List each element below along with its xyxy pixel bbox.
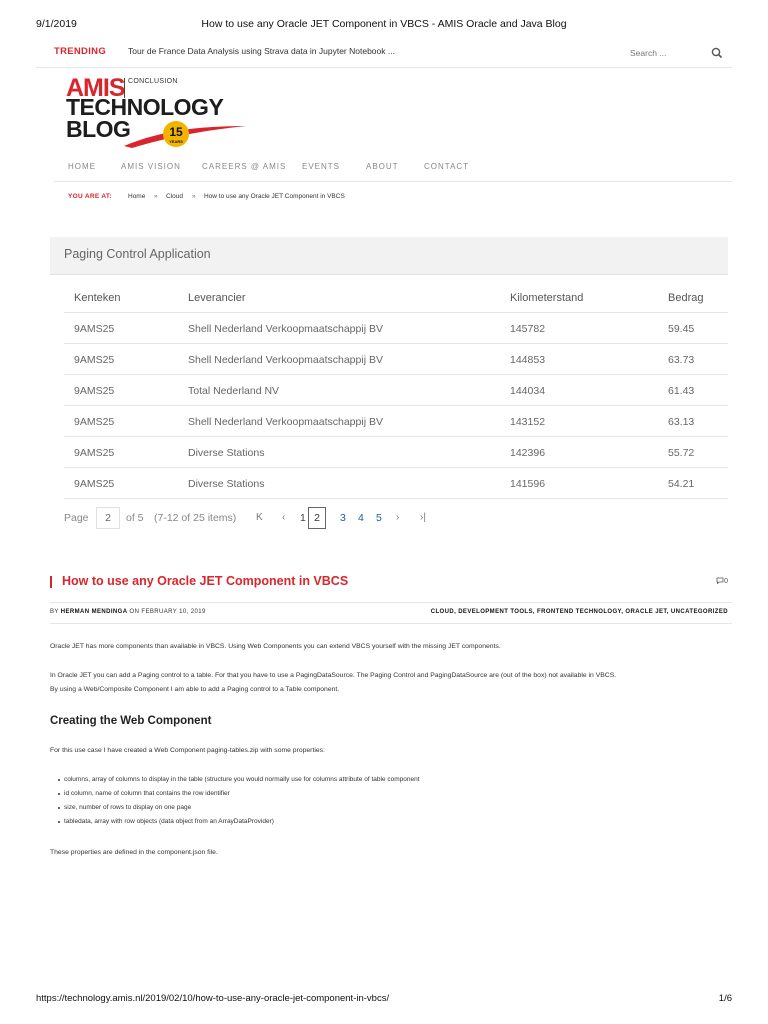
byline-text [50, 609, 206, 615]
pager-page-label: Page [64, 512, 89, 524]
article-header [50, 573, 732, 591]
pager-current-page[interactable]: 2 [308, 507, 326, 529]
logo-15-years-badge-icon [162, 120, 190, 148]
pager-page-1[interactable]: 1 [300, 512, 306, 524]
pager-last-button[interactable]: ›| [420, 512, 426, 523]
trending-headline-link[interactable]: Tour de France Data Analysis using Strava data in Jupyter Notebook ... [128, 46, 395, 56]
section-heading: Creating the Web Component [50, 715, 212, 727]
breadcrumb-current: How to use any Oracle JET Component in VBCS [204, 193, 345, 200]
pager-first-button[interactable]: K [256, 512, 263, 523]
print-date: 9/1/2019 [36, 18, 77, 30]
search-input[interactable] [626, 44, 706, 62]
column-header[interactable]: Bedrag [668, 292, 704, 304]
badge-years-text: YEARS [169, 139, 183, 144]
cell-kilometerstand: 145782 [510, 323, 546, 335]
cell-kilometerstand: 141596 [510, 478, 546, 490]
table-row[interactable] [64, 375, 728, 406]
list-item: columns, array of columns to display in the table (structure you would normally use for columns attribute of table component [64, 776, 420, 783]
logo-technology-text: TECHNOLOGY [66, 94, 224, 120]
column-header[interactable]: Leverancier [188, 292, 246, 304]
blog-page [36, 36, 732, 986]
cell-bedrag: 54.21 [668, 478, 695, 490]
app-header [50, 237, 728, 275]
nav-amis-vision[interactable]: AMIS VISION [121, 162, 181, 171]
app-title: Paging Control Application [64, 247, 211, 261]
divider [50, 623, 732, 624]
cell-leverancier: Diverse Stations [188, 478, 265, 490]
logo-amis-text: AMIS [66, 74, 125, 102]
cell-kenteken: 9AMS25 [74, 416, 115, 428]
author-link[interactable]: HERMAN MENDINGA [60, 609, 128, 615]
cell-kenteken: 9AMS25 [74, 447, 115, 459]
cell-bedrag: 63.73 [668, 354, 695, 366]
cell-leverancier: Total Nederland NV [188, 385, 280, 397]
list-item: id column, name of column that contains the row identifier [64, 790, 230, 797]
print-page-number: 1/6 [718, 993, 732, 1004]
nav-events[interactable]: EVENTS [302, 162, 341, 171]
cell-kilometerstand: 144853 [510, 354, 546, 366]
cell-kilometerstand: 143152 [510, 416, 546, 428]
pager-page-input[interactable] [96, 507, 120, 529]
breadcrumb-separator: » [192, 193, 196, 200]
table-row[interactable] [64, 313, 728, 344]
cell-bedrag: 61.43 [668, 385, 695, 397]
cell-kenteken: 9AMS25 [74, 354, 115, 366]
article-title: How to use any Oracle JET Component in VBCS [62, 574, 349, 588]
column-header[interactable]: Kenteken [74, 292, 121, 304]
cell-leverancier: Diverse Stations [188, 447, 265, 459]
divider [50, 602, 732, 603]
breadcrumb-separator: » [154, 193, 158, 200]
print-url: https://technology.amis.nl/2019/02/10/how-to-use-any-oracle-jet-component-in-vbcs/ [36, 993, 390, 1004]
nav-careers[interactable]: CAREERS @ AMIS [202, 162, 287, 171]
article-paragraph: In Oracle JET you can add a Paging control to a table. For that you have to use a PagingDataSource. The Paging Control and PagingDataSource are (out of the box) not available in VBCS. [50, 672, 617, 679]
pager-page-4[interactable]: 4 [358, 512, 364, 524]
byline-by-label: BY [50, 609, 59, 615]
print-title: How to use any Oracle JET Component in VBCS - AMIS Oracle and Java Blog [201, 18, 567, 30]
print-footer [36, 993, 732, 1007]
table-row[interactable] [64, 406, 728, 437]
table-row[interactable] [64, 344, 728, 375]
cell-kilometerstand: 142396 [510, 447, 546, 459]
byline-on-label: ON [129, 609, 140, 615]
nav-home[interactable]: HOME [68, 162, 96, 171]
badge-number: 15 [169, 125, 183, 139]
table-row[interactable] [64, 468, 728, 499]
logo-conclusion-text: CONCLUSION [128, 78, 178, 85]
article-paragraph: For this use case I have created a Web Component paging-tables.zip with some properties: [50, 747, 325, 754]
table-header-row [64, 282, 728, 313]
list-item: size, number of rows to display on one page [64, 804, 192, 811]
list-item: tabledata, array with row objects (data object from an ArrayDataProvider) [64, 818, 274, 825]
logo-blog-text: BLOG [66, 116, 131, 142]
cell-kenteken: 9AMS25 [74, 478, 115, 490]
breadcrumb-cloud-link[interactable]: Cloud [166, 193, 183, 200]
article-paragraph: By using a Web/Composite Component I am able to add a Paging control to a Table component. [50, 686, 340, 693]
cell-kenteken: 9AMS25 [74, 323, 115, 335]
cell-bedrag: 59.45 [668, 323, 695, 335]
comment-icon [716, 577, 724, 584]
title-accent-bar [50, 576, 52, 588]
trending-bar [36, 36, 732, 68]
article-date: FEBRUARY 10, 2019 [141, 609, 206, 615]
nav-about[interactable]: ABOUT [366, 162, 399, 171]
cell-bedrag: 63.13 [668, 416, 695, 428]
cell-kilometerstand: 144034 [510, 385, 546, 397]
paging-app-screenshot [50, 237, 728, 572]
trending-label: TRENDING [54, 46, 107, 57]
pager-page-5[interactable]: 5 [376, 512, 382, 524]
pager-of-label: of 5 [126, 512, 144, 524]
article-paragraph: These properties are defined in the component.json file. [50, 849, 218, 856]
pager-page-3[interactable]: 3 [340, 512, 346, 524]
cell-bedrag: 55.72 [668, 447, 695, 459]
pager-prev-button[interactable]: ‹ [282, 512, 286, 523]
column-header[interactable]: Kilometerstand [510, 292, 584, 304]
cell-kenteken: 9AMS25 [74, 385, 115, 397]
pager-next-button[interactable]: › [396, 512, 400, 523]
table-row[interactable] [64, 437, 728, 468]
breadcrumb-home-link[interactable]: Home [128, 193, 146, 200]
article-paragraph: Oracle JET has more components than available in VBCS. Using Web Components you can extend VBCS yourself with the missing JET components. [50, 643, 501, 650]
cell-leverancier: Shell Nederland Verkoopmaatschappij BV [188, 323, 383, 335]
pager-range-label: (7-12 of 25 items) [154, 512, 237, 524]
search-icon[interactable] [710, 46, 724, 60]
cell-leverancier: Shell Nederland Verkoopmaatschappij BV [188, 416, 383, 428]
cell-leverancier: Shell Nederland Verkoopmaatschappij BV [188, 354, 383, 366]
print-header [36, 18, 732, 32]
nav-contact[interactable]: CONTACT [424, 162, 470, 171]
article-byline [50, 609, 732, 621]
article-categories[interactable]: CLOUD, DEVELOPMENT TOOLS, FRONTEND TECHNOLOGY, ORACLE JET, UNCATEGORIZED [430, 609, 728, 615]
comments-count: 0 [724, 578, 728, 585]
search-box [626, 44, 732, 62]
main-nav [54, 154, 732, 182]
breadcrumb-you-are-at: YOU ARE AT: [68, 193, 112, 200]
paging-control [64, 504, 484, 532]
comments-link[interactable] [716, 577, 728, 585]
